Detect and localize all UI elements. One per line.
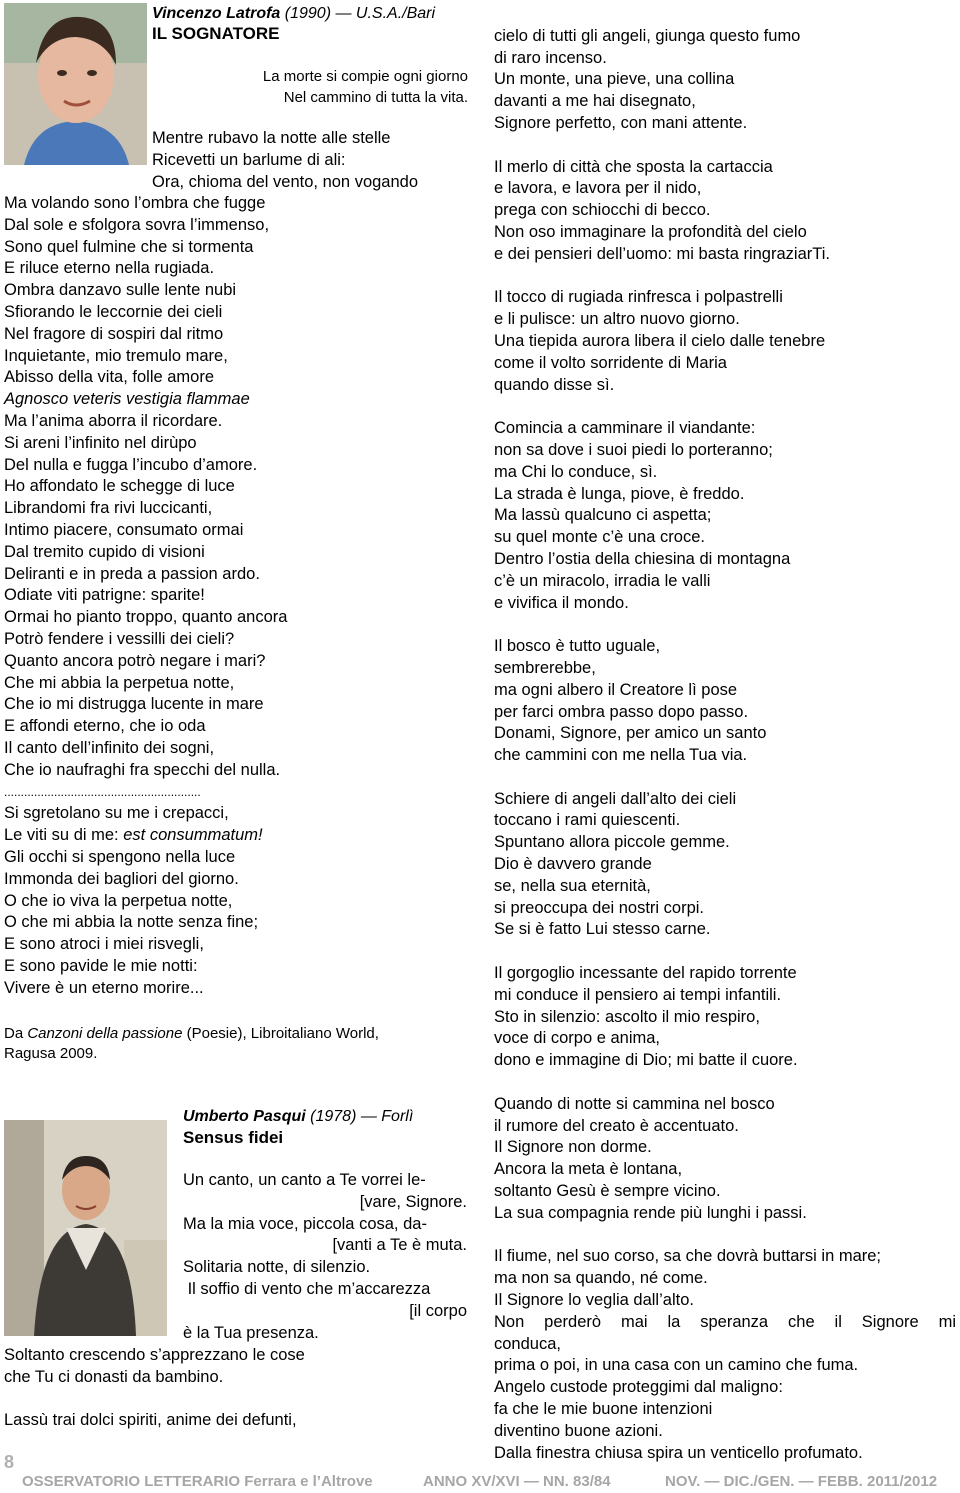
poem-line: soltanto Gesù è sempre vicino. — [494, 1182, 721, 1201]
poem-line: Il soffio di vento che m’accarezza — [183, 1279, 431, 1298]
poem-line: e lavora, e lavora per il nido, — [494, 179, 702, 198]
epigraph — [200, 66, 468, 108]
poem-line: Signore perfetto, con mani attente. — [494, 113, 748, 132]
poem-line-continuation: [vanti a Te è muta. — [332, 1236, 467, 1255]
poem2-body — [183, 1170, 467, 1344]
poem-line: e li pulisce: un altro nuovo giorno. — [494, 310, 740, 329]
poem-line: si preoccupa dei nostri corpi. — [494, 898, 705, 917]
poem-line: c’è un miracolo, irradia le valli — [494, 571, 711, 590]
poem-line: Deliranti e in preda a passion ardo. — [4, 564, 260, 583]
poem-line: Che mi abbia la perpetua notte, — [4, 673, 235, 692]
author-meta: (1978) — Forlì — [310, 1108, 414, 1125]
poem-line: Solitaria notte, di silenzio. — [183, 1258, 371, 1277]
poem-line: Il merlo di città che sposta la cartaccia — [494, 157, 773, 176]
poem-line: Inquietante, mio tremulo mare, — [4, 346, 228, 365]
poem-body — [4, 193, 322, 999]
poem-line: Un canto, un canto a Te vorrei le- — [183, 1171, 426, 1189]
footer-date: NOV. — DIC./GEN. — FEBB. 2011/2012 — [665, 1473, 938, 1490]
poem-line: mi conduce il pensiero ai tempi infantili. — [494, 985, 782, 1004]
poem-line: O che io viva la perpetua notte, — [4, 891, 233, 910]
poem-line: Ma volando sono l’ombra che fugge — [4, 194, 266, 212]
source-title: Canzoni della passione — [27, 1025, 183, 1042]
poem-line: dono e immagine di Dio; mi batte il cuore. — [494, 1051, 798, 1070]
author-line-pasqui — [183, 1108, 413, 1126]
poem-line: sembrerebbe, — [494, 658, 596, 677]
poem-line-latin: Agnosco veteris vestigia flammae — [4, 390, 250, 409]
source-note — [4, 1024, 474, 1064]
poem2-body-cont — [4, 1345, 305, 1432]
footer-issue: ANNO XV/XVI — NN. 83/84 — [423, 1473, 611, 1490]
poem-line: ma Chi lo conduce, sì. — [494, 462, 658, 481]
poem-line: Il Signore lo veglia dall’alto. — [494, 1291, 694, 1310]
poem-line: Angelo custode proteggimi dal maligno: — [494, 1378, 783, 1397]
poem-line: Dal sole e sfolgora sovra l’immenso, — [4, 215, 270, 234]
poem-separator: ........................................................... — [4, 784, 201, 799]
poem-line: Il tocco di rugiada rinfresca i polpastrelli — [494, 288, 783, 307]
poem-line: Una tiepida aurora libera il cielo dalle tenebre — [494, 331, 826, 350]
poem-line: Dalla finestra chiusa spira un venticello profumato. — [494, 1443, 863, 1462]
poem-line: Ombra danzavo sulle lente nubi — [4, 281, 237, 300]
poem-line: Soltanto crescendo s’apprezzano le cose — [4, 1346, 305, 1364]
poem-line: Ancora la meta è lontana, — [494, 1160, 683, 1179]
poem-line: che cammini con me nella Tua via. — [494, 746, 748, 765]
source-suffix: (Poesie), Libroitaliano World, — [182, 1025, 379, 1042]
poem-line: Che io naufraghi fra specchi del nulla. — [4, 760, 281, 779]
source-line — [4, 1024, 474, 1044]
poem-line: E riluce eterno nella rugiada. — [4, 259, 215, 278]
poem-line: La sua compagnia rende più lunghi i passi. — [494, 1203, 807, 1222]
epigraph-line: La morte si compie ogni giorno — [262, 68, 468, 85]
poem-line: Il fiume, nel suo corso, sa che dovrà buttarsi in mare; — [494, 1247, 882, 1266]
poem-line: Vivere è un eterno morire... — [4, 978, 204, 997]
poem-line: Donami, Signore, per amico un santo — [494, 724, 767, 743]
poem-line: Che io mi distrugga lucente in mare — [4, 695, 264, 714]
poem-line: ma ogni albero il Creatore lì pose — [494, 680, 738, 699]
poem-line: cielo di tutti gli angeli, giunga questo fumo — [494, 26, 801, 45]
poem-line: Dal tremito cupido di visioni — [4, 542, 205, 561]
poem-line: La strada è lunga, piove, è freddo. — [494, 484, 745, 503]
poem-line: conduca, — [494, 1334, 561, 1353]
poem-line: Mentre rubavo la notte alle stelle — [152, 129, 391, 147]
page-number: 8 — [4, 1452, 15, 1472]
poem-line: fa che le mie buone intenzioni — [494, 1400, 713, 1418]
poem-line: prega con schiocchi di becco. — [494, 201, 711, 220]
poem-line: non sa dove i suoi piedi lo porteranno; — [494, 440, 773, 459]
right-column — [494, 4, 956, 1486]
poem-line: Quando di notte si cammina nel bosco — [494, 1094, 775, 1113]
poem-line: e dei pensieri dell’uomo: mi basta ringraziarTi. — [494, 244, 830, 263]
poem-line-latin: est consummatum! — [123, 826, 263, 845]
poem-line: O che mi abbia la notte senza fine; — [4, 913, 259, 932]
poem-line: E sono atroci i miei risvegli, — [4, 935, 204, 954]
poem-line: prima o poi, in una casa con un camino che fuma. — [494, 1356, 859, 1375]
poem-line: Dio è davvero grande — [494, 855, 652, 874]
poem-line: Il Signore non dorme. — [494, 1138, 652, 1157]
poem-line: Nel fragore di sospiri dal ritmo — [4, 324, 224, 343]
source-prefix: Da — [4, 1025, 28, 1042]
poem-line: Abisso della vita, folle amore — [4, 368, 215, 387]
poem-line: davanti a me hai disegnato, — [494, 92, 696, 111]
epigraph-line: Nel cammino di tutta la vita. — [283, 89, 468, 106]
poem-title: Sensus fidei — [183, 1128, 284, 1147]
poem-line: Dentro l’ostia della chiesina di montagna — [494, 549, 791, 568]
poem-line: Odiate viti patrigne: sparite! — [4, 586, 205, 605]
poem-line: Ma lassù qualcuno ci aspetta; — [494, 506, 712, 525]
poem-line: Ma la mia voce, piccola cosa, da- — [183, 1214, 427, 1233]
poem-indented-lines — [152, 128, 418, 193]
poem-line: Quanto ancora potrò negare i mari? — [4, 651, 266, 670]
poem-line-consummatum — [4, 825, 322, 847]
poem-line-continuation: [vare, Signore. — [359, 1192, 467, 1211]
poem-line: Immonda dei bagliori del giorno. — [4, 869, 239, 888]
poem-line: ma non sa quando, né come. — [494, 1269, 708, 1288]
author-name: Umberto Pasqui — [183, 1108, 306, 1125]
poem-line: su quel monte c’è una croce. — [494, 528, 705, 547]
poem-line: Sono quel fulmine che si tormenta — [4, 237, 254, 256]
poem-line: di raro incenso. — [494, 48, 607, 67]
poem-line: Ho affondato le schegge di luce — [4, 477, 235, 496]
author-photo-latrofa — [4, 3, 147, 165]
poem-line: Se si è fatto Lui stesso carne. — [494, 920, 711, 939]
author-line-latrofa — [152, 5, 435, 23]
poem-line: e vivifica il mondo. — [494, 593, 629, 612]
poem-line: Ormai ho pianto troppo, quanto ancora — [4, 608, 288, 627]
poem-line: Sfiorando le leccornie dei cieli — [4, 302, 223, 321]
poem-line: Spuntano allora piccole gemme. — [494, 833, 730, 852]
poem-line: quando disse sì. — [494, 375, 615, 394]
poem-line: voce di corpo e anima, — [494, 1029, 661, 1048]
poem-line: che Tu ci donasti da bambino. — [4, 1367, 224, 1386]
poem-line: Il gorgoglio incessante del rapido torrente — [494, 964, 797, 983]
poem-line: è la Tua presenza. — [183, 1323, 319, 1342]
poem-line: Lassù trai dolci spiriti, anime dei defunti, — [4, 1411, 297, 1430]
poem-line: Un monte, una pieve, una collina — [494, 70, 735, 89]
poem-line-text: Le viti su di me: — [4, 826, 124, 845]
poem-line: Non oso immaginare la profondità del cielo — [494, 222, 807, 241]
source-line-2: Ragusa 2009. — [4, 1045, 98, 1062]
poem-line: Il canto dell’infinito dei sogni, — [4, 738, 215, 757]
footer-magazine: OSSERVATORIO LETTERARIO Ferrara e l’Altrove — [22, 1473, 373, 1490]
poem-line: Librandomi fra rivi luccicanti, — [4, 499, 213, 518]
page-footer — [0, 1470, 960, 1493]
poem-title: IL SOGNATORE — [152, 24, 280, 43]
poem-line: Del nulla e fugga l’incubo d’amore. — [4, 455, 258, 474]
poem-line-justified: Non perderò mai la speranza che il Signore mi — [494, 1312, 956, 1331]
poem-line: come il volto sorridente di Maria — [494, 353, 727, 372]
poem-line: Ora, chioma del vento, non vogando — [152, 172, 419, 191]
poem-line: E sono pavide le mie notti: — [4, 956, 198, 975]
poem-line: E affondi eterno, che io oda — [4, 717, 206, 736]
poem-line: se, nella sua eternità, — [494, 876, 651, 895]
poem-line: Sto in silenzio: ascolto il mio respiro, — [494, 1007, 760, 1026]
poem-line: Schiere di angeli dall’alto dei cieli — [494, 789, 737, 808]
poem-line: toccano i rami quiescenti. — [494, 811, 681, 830]
poem-line: Comincia a camminare il viandante: — [494, 419, 756, 438]
poem-line: Ricevetti un barlume di ali: — [152, 150, 346, 169]
poem-line-continuation: [il corpo — [409, 1301, 467, 1320]
poem-line: Ma l’anima aborra il ricordare. — [4, 411, 223, 430]
poem-line: Potrò fendere i vessilli dei cieli? — [4, 629, 235, 648]
author-meta: (1990) — U.S.A./Bari — [284, 5, 436, 22]
poem-line: Si sgretolano su me i crepacci, — [4, 804, 229, 823]
poem-line: Gli occhi si spengono nella luce — [4, 847, 236, 866]
poem-line: diventino buone azioni. — [494, 1421, 663, 1440]
poem-line: Il bosco è tutto uguale, — [494, 637, 661, 656]
poem-line: per farci ombra passo dopo passo. — [494, 702, 749, 721]
poem-line: il rumore del creato è accentuato. — [494, 1116, 739, 1135]
author-photo-pasqui — [4, 1120, 167, 1336]
poem-line: Si areni l’infinito nel dirùpo — [4, 433, 197, 452]
author-name: Vincenzo Latrofa — [152, 5, 281, 22]
poem-line: Intimo piacere, consumato ormai — [4, 520, 244, 539]
